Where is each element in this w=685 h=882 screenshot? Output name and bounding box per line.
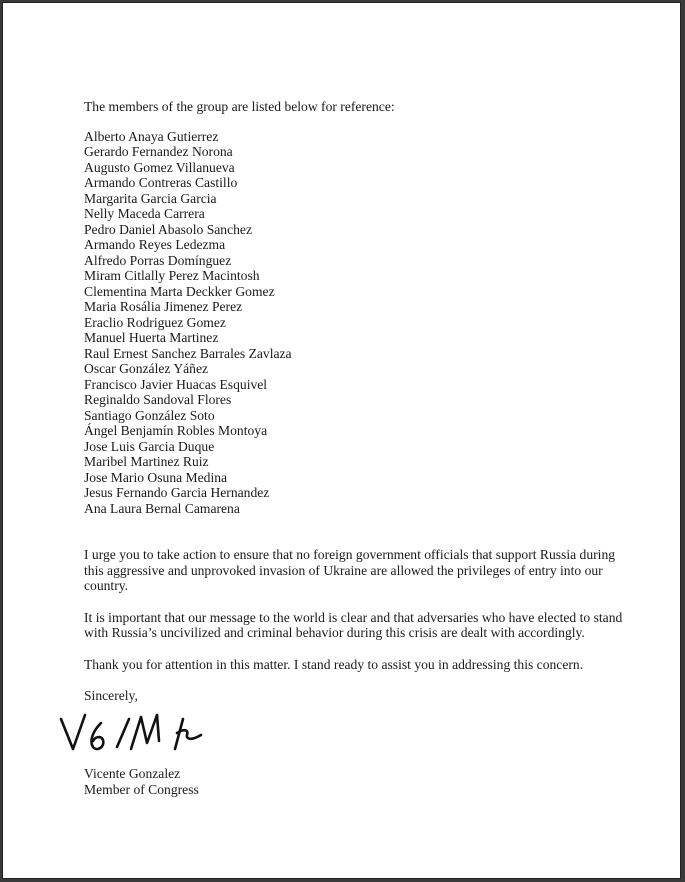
member-name: Armando Contreras Castillo bbox=[84, 175, 238, 190]
member-name: Ana Laura Bernal Camarena bbox=[84, 500, 240, 516]
member-name: Armando Reyes Ledezma bbox=[84, 237, 226, 252]
member-name: Santiago González Soto bbox=[84, 407, 215, 423]
member-name: Miram Citlally Perez Macintosh bbox=[84, 268, 260, 283]
member-name: Alberto Anaya Gutierrez bbox=[84, 128, 219, 144]
member-name: Maribel Martinez Ruiz bbox=[84, 454, 209, 469]
member-name: Raul Ernest Sanchez Barrales Zavlaza bbox=[84, 345, 292, 361]
letter-body bbox=[84, 99, 624, 704]
member-name: Augusto Gomez Villanueva bbox=[84, 159, 235, 175]
member-name: Jose Luis Garcia Duque bbox=[84, 438, 215, 454]
member-name: Clementina Marta Deckker Gomez bbox=[84, 283, 275, 299]
member-name: Reginaldo Sandoval Flores bbox=[84, 392, 232, 407]
signer-block bbox=[84, 766, 199, 797]
member-name: Jesus Fernando Garcia Hernandez bbox=[84, 485, 270, 500]
paragraph-message-clear: It is important that our message to the world is clear and that adversaries who have elected to stand with Russia’s uncivilized and criminal behavior during this crisis are dealt with accordingly. bbox=[84, 609, 623, 640]
letter-page bbox=[2, 2, 681, 879]
paragraph-urge-action: I urge you to take action to ensure that no foreign government officials that support Russia during this aggressive and unprovoked invasion of Ukraine are allowed the privileges of entry into our country. bbox=[84, 547, 616, 593]
intro-line: The members of the group are listed below for reference: bbox=[84, 99, 395, 114]
member-list bbox=[84, 129, 624, 517]
member-name: Manuel Huerta Martinez bbox=[84, 330, 219, 345]
member-name: Ángel Benjamín Robles Montoya bbox=[84, 423, 268, 438]
member-name: Francisco Javier Huacas Esquivel bbox=[84, 376, 268, 392]
closing-salutation: Sincerely, bbox=[84, 688, 138, 703]
signer-title: Member of Congress bbox=[84, 781, 199, 797]
signer-name: Vicente Gonzalez bbox=[84, 766, 181, 781]
member-name: Maria Rosália Jimenez Perez bbox=[84, 299, 243, 314]
member-name: Eraclio Rodriguez Gomez bbox=[84, 314, 226, 330]
member-name: Pedro Daniel Abasolo Sanchez bbox=[84, 221, 252, 237]
member-name: Margarita Garcia Garcia bbox=[84, 190, 217, 206]
member-name: Alfredo Porras Domínguez bbox=[84, 252, 232, 268]
handwritten-signature bbox=[55, 705, 230, 765]
paragraph-thank-you: Thank you for attention in this matter. I stand ready to assist you in addressing this concern. bbox=[84, 656, 584, 672]
member-name: Jose Mario Osuna Medina bbox=[84, 469, 228, 485]
member-name: Gerardo Fernandez Norona bbox=[84, 144, 233, 159]
member-name: Nelly Maceda Carrera bbox=[84, 206, 205, 221]
member-name: Oscar González Yáñez bbox=[84, 361, 209, 376]
